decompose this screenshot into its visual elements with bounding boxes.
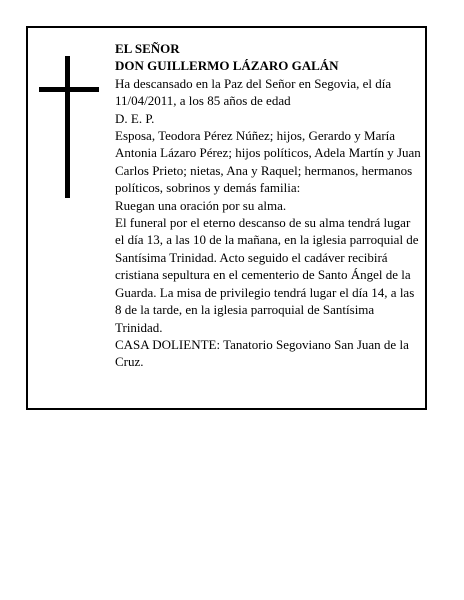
obituary-notice — [26, 26, 427, 410]
cross-vertical-bar — [65, 56, 70, 198]
casa-doliente: CASA DOLIENTE: Tanatorio Segoviano San Juan de la Cruz. — [115, 336, 409, 370]
dep-abbreviation: D. E. P. — [115, 110, 155, 126]
death-info: Ha descansado en la Paz del Señor en Segovia, el día 11/04/2011, a los 85 años de edad — [115, 75, 392, 109]
cross-horizontal-bar — [39, 87, 99, 92]
notice-heading-title: EL SEÑOR — [115, 41, 180, 56]
funeral-details: El funeral por el eterno descanso de su alma tendrá lugar el día 13, a las 10 de la mañana, en la iglesia parroquial de Santísima Trinidad. Acto seguido el cadáver recibirá cristiana sepultura en el cementerio de Santo Ángel de la Guarda. La misa de privilegio tendrá lugar el día 14, a las 8 de la tarde, en la iglesia parroquial de Santísima Trinidad. — [115, 215, 419, 335]
prayer-request: Ruegan una oración por su alma. — [115, 197, 287, 213]
notice-text-block — [115, 40, 421, 371]
family-list: Esposa, Teodora Pérez Núñez; hijos, Gerardo y María Antonia Lázaro Pérez; hijos políticos, Adela Martín y Juan Carlos Prieto; nietas, Ana y Raquel; hermanos, hermanos políticos, sobrinos y demás familia: — [115, 128, 421, 196]
deceased-name: DON GUILLERMO LÁZARO GALÁN — [115, 58, 339, 74]
latin-cross-icon — [39, 56, 99, 198]
